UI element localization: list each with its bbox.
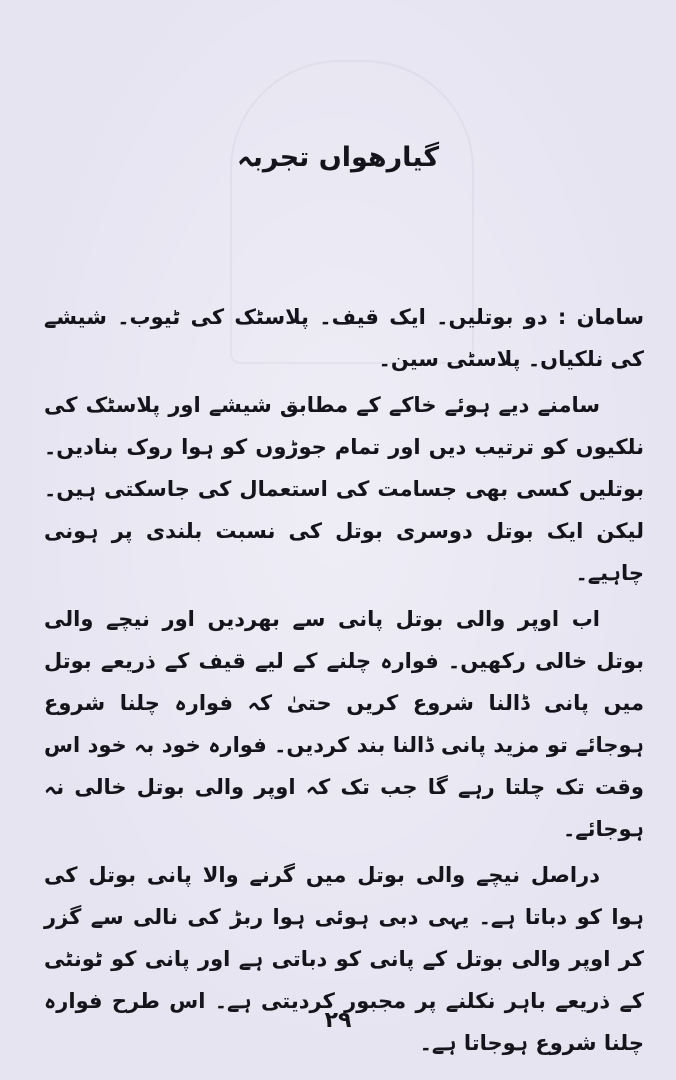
paragraph-explanation: دراصل نیچے والی بوتل میں گرنے والا پانی بوتل کی ہوا کو دباتا ہے۔ یہی دبی ہوئی ہوا ربڑ کی نالی سے گزر کر اوپر والی بوتل کے پانی کو دباتی ہے اور پانی کو ٹونٹی کے ذریعے باہر نکلنے پر مجبور کردیتی ہے۔ اس طرح فوارہ چلنا شروع ہوجاتا ہے۔ (44, 863, 644, 1055)
page-title: گیارھواں تجربہ (236, 142, 440, 173)
paragraph-procedure: اب اوپر والی بوتل پانی سے بھردیں اور نیچے والی بوتل خالی رکھیں۔ فوارہ چلنے کے لیے قیف کے ذریعے بوتل میں پانی ڈالنا شروع کریں حتیٰ کہ فوارہ چلنا شروع ہوجائے تو مزید پانی ڈالنا بند کردیں۔ فوارہ خود بہ خود اس وقت تک چلتا رہے گا جب تک کہ اوپر والی بوتل خالی نہ ہوجائے۔ (44, 607, 644, 841)
materials-line: سامان : دو بوتلیں۔ ایک قیف۔ پلاسٹک کی ٹیوب۔ شیشے کی نلکیاں۔ پلاسٹی سین۔ (44, 305, 644, 371)
paragraph-setup: سامنے دیے ہوئے خاکے کے مطابق شیشے اور پلاسٹک کی نلکیوں کو ترتیب دیں اور تمام جوڑوں کو ہوا روک بنادیں۔ بوتلیں کسی بھی جسامت کی استعمال کی جاسکتی ہیں۔ لیکن ایک بوتل دوسری بوتل کی نسبت بلندی پر ہونی چاہیے۔ (44, 393, 644, 585)
body-text (44, 296, 644, 1068)
page-number: ۲۹ (324, 1008, 352, 1033)
